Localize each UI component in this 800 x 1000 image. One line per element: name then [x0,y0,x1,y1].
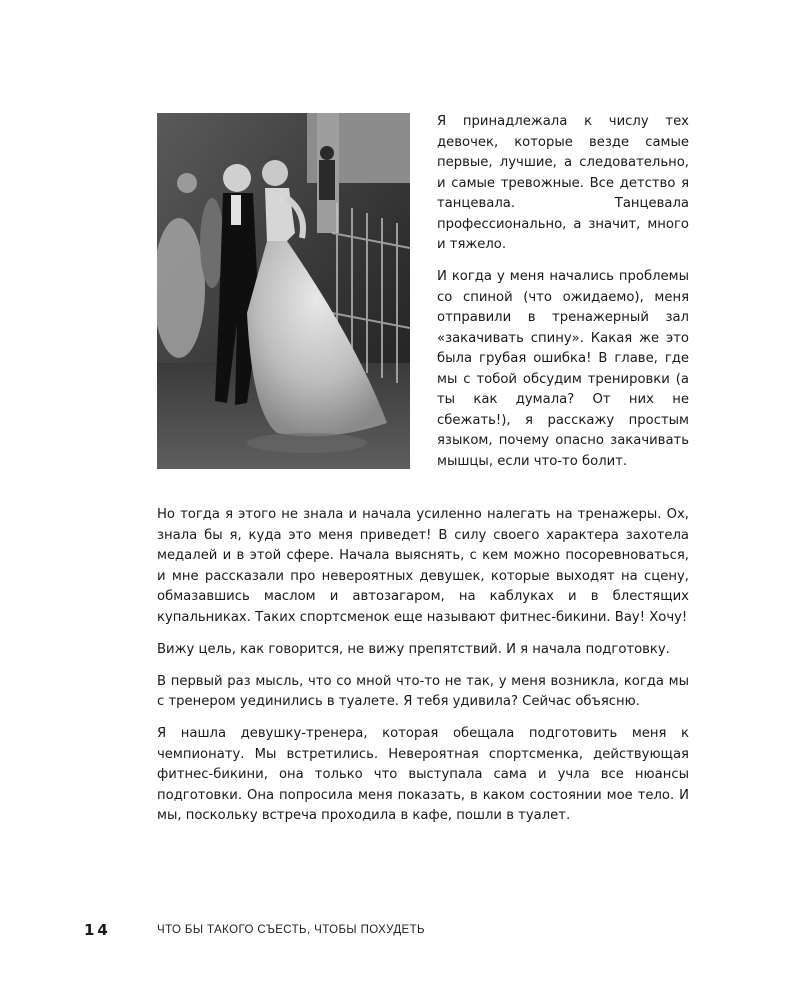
paragraph: Вижу цель, как говорится, не вижу препятствий. И я начала подготовку. [157,641,670,657]
paragraph: И когда у меня начались проблемы со спиной (что ожидаемо), меня отправили в тренажерный зал «закачивать спину». Какая же это была грубая ошибка! В главе, где мы с тобой обсудим тренировки (а ты как думала? От них не сбежать!), я расскажу простым языком, почему опасно закачивать мышцы, если что-то болит. [437,269,689,469]
page-number: 14 [84,921,111,939]
main-text-column [157,505,689,838]
paragraph: Я нашла девушку-тренера, которая обещала подготовить меня к чемпионату. Мы встретились. Невероятная спортсменка, действующая фитнес-бикини, она только что выступала сама и учла все нюансы подготовки. Она попросила меня показать, в каком состоянии мое тело. И мы, поскольку встреча проходила в кафе, пошли в туалет. [157,726,689,823]
page-footer [0,921,800,941]
ballroom-dance-photo [157,113,410,469]
paragraph: Я принадлежала к числу тех девочек, которые везде самые первые, лучшие, а следовательно, и самые тревожные. Все детство я танцевала. Танцевала профессионально, а значит, много и тяжело. [437,114,689,252]
paragraph: В первый раз мысль, что со мной что-то не так, у меня возникла, когда мы с тренером уединились в туалете. Я тебя удивила? Сейчас объясню. [157,673,689,709]
side-text-column [437,112,689,484]
paragraph: Но тогда я этого не знала и начала усиленно налегать на тренажеры. Ох, знала бы я, куда это меня приведет! В силу своего характера захотела медалей и в этой сфере. Начала выяснять, с кем можно посоревноваться, и мне рассказали про невероятных девушек, которые выходят на сцену, обмазавшись маслом и автозагаром, на каблуках и в блестящих купальниках. Таких спортсменок еще называют фитнес-бикини. Вау! Хочу! [157,507,689,625]
running-title: ЧТО БЫ ТАКОГО СЪЕСТЬ, ЧТОБЫ ПОХУДЕТЬ [157,924,425,936]
